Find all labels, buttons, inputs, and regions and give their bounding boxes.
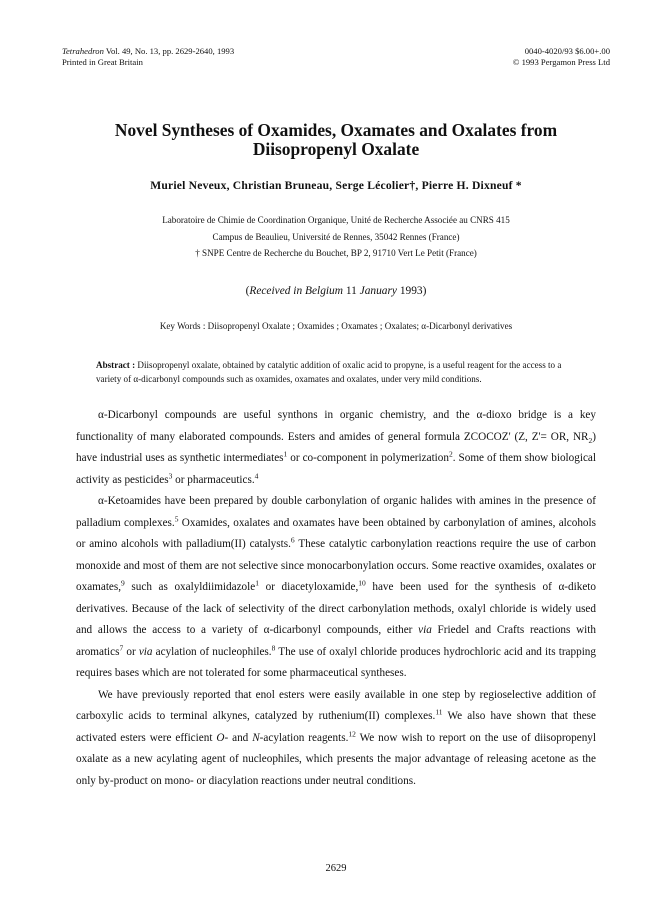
- ref-7: 7: [119, 642, 124, 652]
- paragraph-3: We have previously reported that enol esters were easily available in one step by regioselective addition of carboxylic acids to terminal alkynes, catalyzed by ruthenium(II) complexes.$^{11}$ We also have shown that these activated esters were efficient O- and N-acylation reagents.$^{12}$ We now wish to report on the use of diisopropenyl oxalate as a new acylating agent of nucleophiles, which presents the major advantage of releasing acetone as the only by-product on mono- or diacylation reactions under neutral conditions.: [76, 688, 597, 787]
- paragraph-1: α-Dicarbonyl compounds are useful synthons in organic chemistry, and the α-dioxo bridge is a key functionality of many elaborated compounds. Esters and amides of general formula ZCOCOZ' (Z, Z'= OR, $NR_2$) have industrial uses as synthetic intermediates$^1$ or co-component in polymerization$^2$. Some of them show biological activity as pesticides$^3$ or pharmaceutics.$^4$: [76, 409, 596, 486]
- ref-8: 8: [271, 642, 276, 652]
- ref-4: 4: [254, 470, 259, 480]
- ref-12: 12: [348, 728, 356, 738]
- ref-1b: 1: [255, 578, 259, 588]
- abstract-text: Diisopropenyl oxalate, obtained by catalytic addition of oxalic acid to propyne, is a useful reagent for the access to a variety of α-dicarbonyl compounds such as oxamides, oxamates and oxalates, under very mild conditions.: [96, 360, 562, 384]
- paragraph-2: α-Ketoamides have been prepared by double carbonylation of organic halides with amines in the presence of palladium complexes.$^5$ Oxamides, oxalates and oxamates have been obtained by carbonylation of amines, alcohols or amino alcohols with palladium(II) catalysts.$^6$ These catalytic carbonylation reactions require the use of carbon monoxide and most of them are not selective since monocarbonylation occurs. Some reactive oxamides, oxalates or oxamates,$^9$ such as oxalyldiimidazole$^1$ or diacetyloxamide,$^{10}$ have been used for the synthesis of α-diketo derivatives. Because of the lack of selectivity of the direct carbonylation methods, oxalyl chloride is widely used and allows the access to a variety of α-dicarbonyl compounds, either via Friedel and Crafts reactions with aromatics$^7$ or via acylation of nucleophiles.$^8$ The use of oxalyl chloride produces hydrochloric acid and its trapping requires bases which are not tolerated for some pharmaceutical syntheses.: [76, 495, 596, 679]
- copyright-line: © 1993 Pergamon Press Ltd: [512, 57, 610, 67]
- author-list: Muriel Neveux, Christian Bruneau, Serge Lécolier†, Pierre H. Dixneuf *: [150, 179, 522, 192]
- body-text: [76, 405, 596, 792]
- journal-citation: Vol. 49, No. 13, pp. 2629-2640, 1993: [103, 46, 235, 56]
- ref-9: 9: [121, 578, 125, 588]
- paper-title: Novel Syntheses of Oxamides, Oxamates and Oxalates from Diisopropenyl Oxalate: [114, 120, 558, 159]
- ref-11: 11: [435, 707, 443, 717]
- ref-1: 1: [283, 449, 288, 459]
- journal-header-left: [62, 46, 234, 68]
- affiliation-3: † SNPE Centre de Recherche du Bouchet, BP 2, 91710 Vert Le Petit (France): [195, 248, 477, 258]
- ref-3: 3: [168, 470, 173, 480]
- issn-line: 0040-4020/93 $6.00+.00: [524, 46, 610, 56]
- journal-name: Tetrahedron: [62, 46, 104, 56]
- ref-5: 5: [174, 513, 179, 523]
- abstract: [96, 358, 584, 386]
- printed-line: Printed in Great Britain: [62, 57, 143, 67]
- ref-10: 10: [358, 578, 366, 588]
- ref-2: 2: [448, 449, 453, 459]
- ref-6: 6: [290, 535, 295, 545]
- received-date: (Received in Belgium 11 January 1993): [245, 285, 427, 297]
- affiliation-1: Laboratoire de Chimie de Coordination Organique, Unité de Recherche Associée au CNRS 415: [162, 215, 510, 225]
- keywords: Key Words : Diisopropenyl Oxalate ; Oxamides ; Oxamates ; Oxalates; α-Dicarbonyl derivatives: [159, 321, 513, 331]
- affiliation-2: Campus de Beaulieu, Université de Rennes, 35042 Rennes (France): [212, 232, 460, 242]
- abstract-label: Abstract :: [96, 360, 136, 370]
- page-number: 2629: [325, 863, 347, 874]
- journal-header-right: [513, 46, 610, 68]
